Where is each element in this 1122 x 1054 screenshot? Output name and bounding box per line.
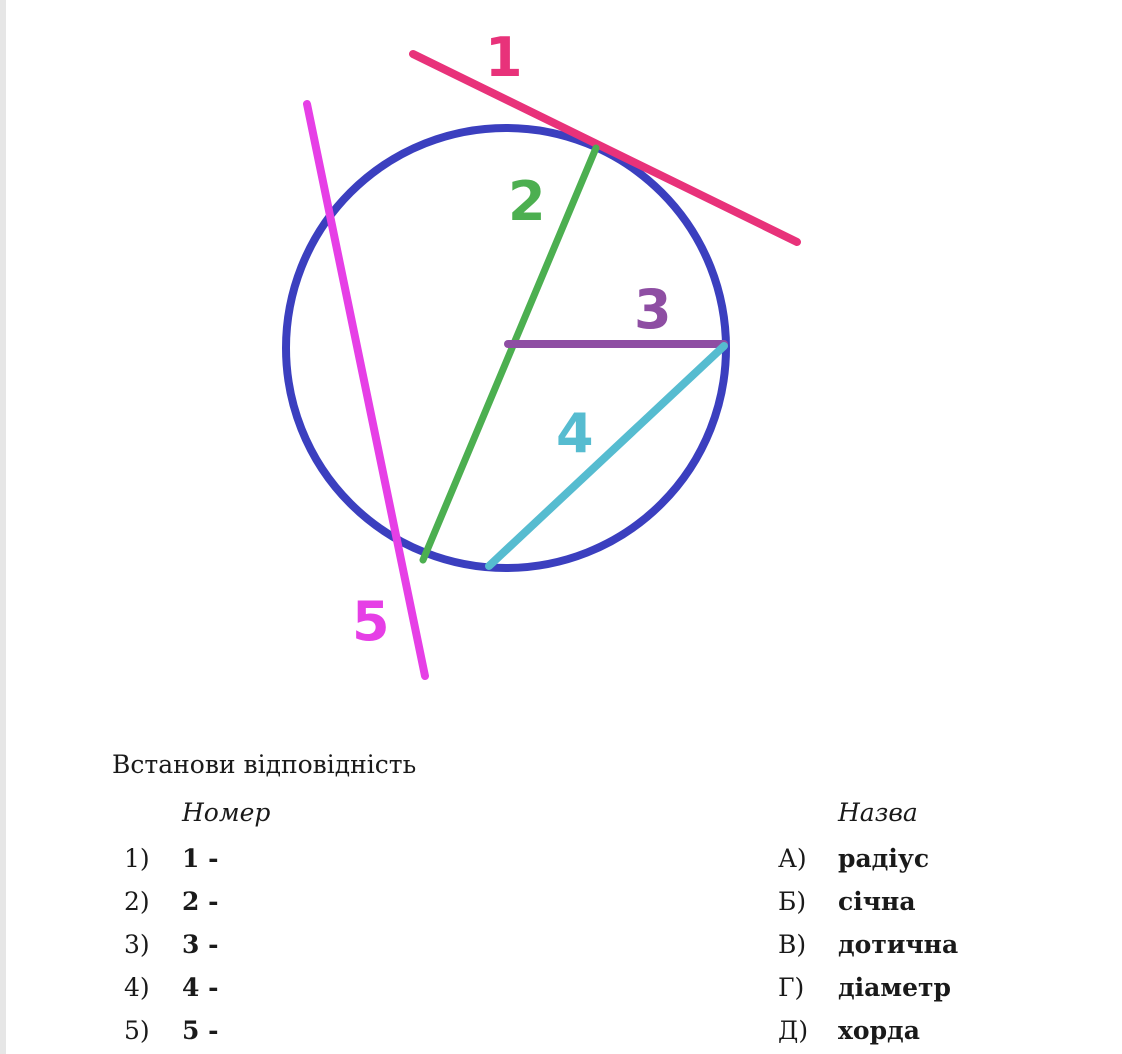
left-value: 5 - bbox=[182, 1016, 219, 1045]
right-value: січна bbox=[838, 887, 916, 916]
left-value: 4 - bbox=[182, 973, 219, 1002]
left-value: 1 - bbox=[182, 844, 219, 873]
right-value: радіус bbox=[838, 844, 930, 873]
right-value: діаметр bbox=[838, 973, 951, 1002]
left-marker: 5) bbox=[124, 1016, 150, 1045]
instruction-text: Встанови відповідність bbox=[112, 750, 417, 779]
left-column-header: Номер bbox=[182, 798, 271, 827]
label-2: 2 bbox=[508, 170, 546, 233]
label-1: 1 bbox=[485, 26, 523, 89]
left-value: 2 - bbox=[182, 887, 219, 916]
right-value: дотична bbox=[838, 930, 959, 959]
label-4: 4 bbox=[556, 402, 594, 465]
line-4-chord bbox=[489, 346, 724, 566]
left-marker: 1) bbox=[124, 844, 150, 873]
right-marker: Д) bbox=[778, 1016, 809, 1045]
left-marker: 4) bbox=[124, 973, 150, 1002]
right-marker: А) bbox=[778, 844, 807, 873]
left-marker: 3) bbox=[124, 930, 150, 959]
label-3: 3 bbox=[634, 278, 672, 341]
right-marker: Г) bbox=[778, 973, 805, 1002]
line-1-tangent bbox=[413, 54, 797, 242]
right-column-header: Назва bbox=[838, 798, 918, 827]
left-value: 3 - bbox=[182, 930, 219, 959]
right-value: хорда bbox=[838, 1016, 920, 1045]
right-marker: Б) bbox=[778, 887, 807, 916]
left-marker: 2) bbox=[124, 887, 150, 916]
right-marker: В) bbox=[778, 930, 807, 959]
label-5: 5 bbox=[352, 590, 390, 653]
